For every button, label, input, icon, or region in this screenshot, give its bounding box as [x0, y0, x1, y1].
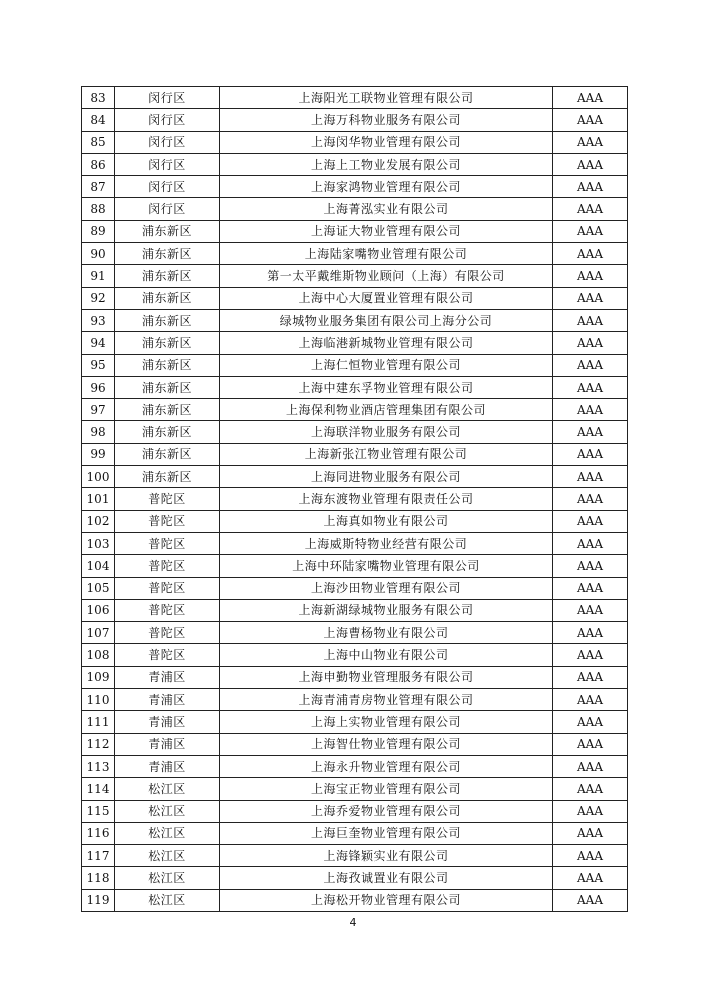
table-row [82, 287, 628, 309]
table-row [82, 376, 628, 398]
rating-grade-cell: AAA [553, 243, 628, 265]
district-cell: 浦东新区 [115, 220, 220, 242]
district-cell: 普陀区 [115, 510, 220, 532]
table-row [82, 109, 628, 131]
table-row [82, 822, 628, 844]
company-name-cell: 上海宝正物业管理有限公司 [220, 778, 553, 800]
row-number-cell: 111 [82, 711, 115, 733]
company-name-cell: 上海沙田物业管理有限公司 [220, 577, 553, 599]
row-number-cell: 92 [82, 287, 115, 309]
row-number-cell: 107 [82, 622, 115, 644]
table-row [82, 599, 628, 621]
table-row [82, 176, 628, 198]
district-cell: 青浦区 [115, 755, 220, 777]
table-row [82, 421, 628, 443]
company-name-cell: 上海陆家嘴物业管理有限公司 [220, 243, 553, 265]
district-cell: 浦东新区 [115, 466, 220, 488]
row-number-cell: 104 [82, 555, 115, 577]
company-rating-table [81, 86, 628, 912]
company-name-cell: 上海仁恒物业管理有限公司 [220, 354, 553, 376]
table-row [82, 243, 628, 265]
row-number-cell: 110 [82, 689, 115, 711]
row-number-cell: 106 [82, 599, 115, 621]
district-cell: 青浦区 [115, 711, 220, 733]
row-number-cell: 109 [82, 666, 115, 688]
company-name-cell: 上海智仕物业管理有限公司 [220, 733, 553, 755]
company-name-cell: 上海临港新城物业管理有限公司 [220, 332, 553, 354]
table-row [82, 666, 628, 688]
table-row [82, 87, 628, 109]
rating-grade-cell: AAA [553, 778, 628, 800]
district-cell: 松江区 [115, 867, 220, 889]
row-number-cell: 101 [82, 488, 115, 510]
rating-grade-cell: AAA [553, 644, 628, 666]
table-row [82, 488, 628, 510]
table-row [82, 399, 628, 421]
rating-grade-cell: AAA [553, 889, 628, 911]
district-cell: 青浦区 [115, 689, 220, 711]
company-name-cell: 上海家鸿物业管理有限公司 [220, 176, 553, 198]
rating-grade-cell: AAA [553, 599, 628, 621]
row-number-cell: 119 [82, 889, 115, 911]
rating-grade-cell: AAA [553, 354, 628, 376]
company-name-cell: 上海新张江物业管理有限公司 [220, 443, 553, 465]
district-cell: 浦东新区 [115, 421, 220, 443]
company-name-cell: 上海中心大厦置业管理有限公司 [220, 287, 553, 309]
company-name-cell: 上海真如物业有限公司 [220, 510, 553, 532]
row-number-cell: 103 [82, 532, 115, 554]
row-number-cell: 97 [82, 399, 115, 421]
district-cell: 普陀区 [115, 532, 220, 554]
rating-grade-cell: AAA [553, 488, 628, 510]
table-row [82, 867, 628, 889]
table-row [82, 778, 628, 800]
table-row [82, 153, 628, 175]
district-cell: 浦东新区 [115, 443, 220, 465]
district-cell: 闵行区 [115, 176, 220, 198]
table-row [82, 198, 628, 220]
row-number-cell: 84 [82, 109, 115, 131]
district-cell: 闵行区 [115, 87, 220, 109]
row-number-cell: 87 [82, 176, 115, 198]
district-cell: 青浦区 [115, 666, 220, 688]
row-number-cell: 86 [82, 153, 115, 175]
company-name-cell: 上海中建东孚物业管理有限公司 [220, 376, 553, 398]
company-name-cell: 上海中山物业有限公司 [220, 644, 553, 666]
rating-grade-cell: AAA [553, 443, 628, 465]
row-number-cell: 96 [82, 376, 115, 398]
company-name-cell: 上海申勤物业管理服务有限公司 [220, 666, 553, 688]
company-name-cell: 上海松开物业管理有限公司 [220, 889, 553, 911]
company-name-cell: 上海菁泓实业有限公司 [220, 198, 553, 220]
row-number-cell: 118 [82, 867, 115, 889]
rating-grade-cell: AAA [553, 109, 628, 131]
district-cell: 普陀区 [115, 555, 220, 577]
table-row [82, 644, 628, 666]
row-number-cell: 88 [82, 198, 115, 220]
company-name-cell: 上海孜诚置业有限公司 [220, 867, 553, 889]
rating-grade-cell: AAA [553, 399, 628, 421]
table-row [82, 711, 628, 733]
company-name-cell: 上海曹杨物业有限公司 [220, 622, 553, 644]
row-number-cell: 94 [82, 332, 115, 354]
district-cell: 松江区 [115, 845, 220, 867]
company-name-cell: 绿城物业服务集团有限公司上海分公司 [220, 309, 553, 331]
table-row [82, 845, 628, 867]
table-row [82, 889, 628, 911]
rating-grade-cell: AAA [553, 309, 628, 331]
rating-grade-cell: AAA [553, 332, 628, 354]
table-row [82, 532, 628, 554]
company-name-cell: 上海青浦青房物业管理有限公司 [220, 689, 553, 711]
company-name-cell: 上海万科物业服务有限公司 [220, 109, 553, 131]
table-row [82, 555, 628, 577]
table-row [82, 510, 628, 532]
row-number-cell: 100 [82, 466, 115, 488]
company-name-cell: 上海联洋物业服务有限公司 [220, 421, 553, 443]
district-cell: 青浦区 [115, 733, 220, 755]
row-number-cell: 115 [82, 800, 115, 822]
rating-grade-cell: AAA [553, 666, 628, 688]
table-row [82, 800, 628, 822]
row-number-cell: 102 [82, 510, 115, 532]
row-number-cell: 113 [82, 755, 115, 777]
rating-grade-cell: AAA [553, 287, 628, 309]
table-row [82, 220, 628, 242]
table-body [82, 87, 628, 912]
district-cell: 普陀区 [115, 644, 220, 666]
company-name-cell: 上海巨奎物业管理有限公司 [220, 822, 553, 844]
row-number-cell: 83 [82, 87, 115, 109]
rating-grade-cell: AAA [553, 131, 628, 153]
row-number-cell: 116 [82, 822, 115, 844]
company-name-cell: 上海证大物业管理有限公司 [220, 220, 553, 242]
table-row [82, 733, 628, 755]
rating-grade-cell: AAA [553, 755, 628, 777]
row-number-cell: 98 [82, 421, 115, 443]
row-number-cell: 112 [82, 733, 115, 755]
rating-grade-cell: AAA [553, 466, 628, 488]
rating-grade-cell: AAA [553, 577, 628, 599]
company-name-cell: 上海威斯特物业经营有限公司 [220, 532, 553, 554]
district-cell: 松江区 [115, 800, 220, 822]
row-number-cell: 99 [82, 443, 115, 465]
row-number-cell: 91 [82, 265, 115, 287]
district-cell: 浦东新区 [115, 332, 220, 354]
rating-grade-cell: AAA [553, 689, 628, 711]
district-cell: 闵行区 [115, 131, 220, 153]
company-name-cell: 上海乔爱物业管理有限公司 [220, 800, 553, 822]
table-row [82, 443, 628, 465]
rating-grade-cell: AAA [553, 87, 628, 109]
table-row [82, 265, 628, 287]
company-name-cell: 上海阳光工联物业管理有限公司 [220, 87, 553, 109]
row-number-cell: 85 [82, 131, 115, 153]
table-row [82, 354, 628, 376]
row-number-cell: 90 [82, 243, 115, 265]
table-row [82, 755, 628, 777]
district-cell: 闵行区 [115, 153, 220, 175]
rating-grade-cell: AAA [553, 555, 628, 577]
district-cell: 普陀区 [115, 577, 220, 599]
district-cell: 浦东新区 [115, 309, 220, 331]
row-number-cell: 114 [82, 778, 115, 800]
company-name-cell: 第一太平戴维斯物业顾问（上海）有限公司 [220, 265, 553, 287]
rating-grade-cell: AAA [553, 800, 628, 822]
district-cell: 松江区 [115, 889, 220, 911]
company-name-cell: 上海上工物业发展有限公司 [220, 153, 553, 175]
district-cell: 闵行区 [115, 109, 220, 131]
row-number-cell: 108 [82, 644, 115, 666]
rating-grade-cell: AAA [553, 421, 628, 443]
rating-grade-cell: AAA [553, 376, 628, 398]
row-number-cell: 117 [82, 845, 115, 867]
district-cell: 松江区 [115, 778, 220, 800]
district-cell: 浦东新区 [115, 399, 220, 421]
table-row [82, 131, 628, 153]
table-row [82, 689, 628, 711]
company-name-cell: 上海东渡物业管理有限责任公司 [220, 488, 553, 510]
rating-grade-cell: AAA [553, 733, 628, 755]
table-row [82, 577, 628, 599]
company-name-cell: 上海保利物业酒店管理集团有限公司 [220, 399, 553, 421]
row-number-cell: 93 [82, 309, 115, 331]
rating-grade-cell: AAA [553, 822, 628, 844]
page-number: 4 [349, 916, 357, 929]
district-cell: 浦东新区 [115, 354, 220, 376]
district-cell: 松江区 [115, 822, 220, 844]
company-name-cell: 上海中环陆家嘴物业管理有限公司 [220, 555, 553, 577]
district-cell: 浦东新区 [115, 243, 220, 265]
district-cell: 普陀区 [115, 622, 220, 644]
rating-grade-cell: AAA [553, 845, 628, 867]
rating-grade-cell: AAA [553, 153, 628, 175]
rating-grade-cell: AAA [553, 711, 628, 733]
district-cell: 浦东新区 [115, 265, 220, 287]
rating-grade-cell: AAA [553, 867, 628, 889]
rating-grade-cell: AAA [553, 622, 628, 644]
district-cell: 闵行区 [115, 198, 220, 220]
table-row [82, 332, 628, 354]
rating-grade-cell: AAA [553, 265, 628, 287]
company-name-cell: 上海同进物业服务有限公司 [220, 466, 553, 488]
table-row [82, 466, 628, 488]
company-name-cell: 上海新湖绿城物业服务有限公司 [220, 599, 553, 621]
rating-grade-cell: AAA [553, 198, 628, 220]
district-cell: 浦东新区 [115, 376, 220, 398]
row-number-cell: 95 [82, 354, 115, 376]
rating-grade-cell: AAA [553, 176, 628, 198]
rating-grade-cell: AAA [553, 510, 628, 532]
row-number-cell: 105 [82, 577, 115, 599]
district-cell: 浦东新区 [115, 287, 220, 309]
district-cell: 普陀区 [115, 599, 220, 621]
company-name-cell: 上海闵华物业管理有限公司 [220, 131, 553, 153]
company-name-cell: 上海锋颖实业有限公司 [220, 845, 553, 867]
company-name-cell: 上海永升物业管理有限公司 [220, 755, 553, 777]
row-number-cell: 89 [82, 220, 115, 242]
table-row [82, 622, 628, 644]
rating-grade-cell: AAA [553, 220, 628, 242]
district-cell: 普陀区 [115, 488, 220, 510]
rating-grade-cell: AAA [553, 532, 628, 554]
company-name-cell: 上海上实物业管理有限公司 [220, 711, 553, 733]
table-row [82, 309, 628, 331]
